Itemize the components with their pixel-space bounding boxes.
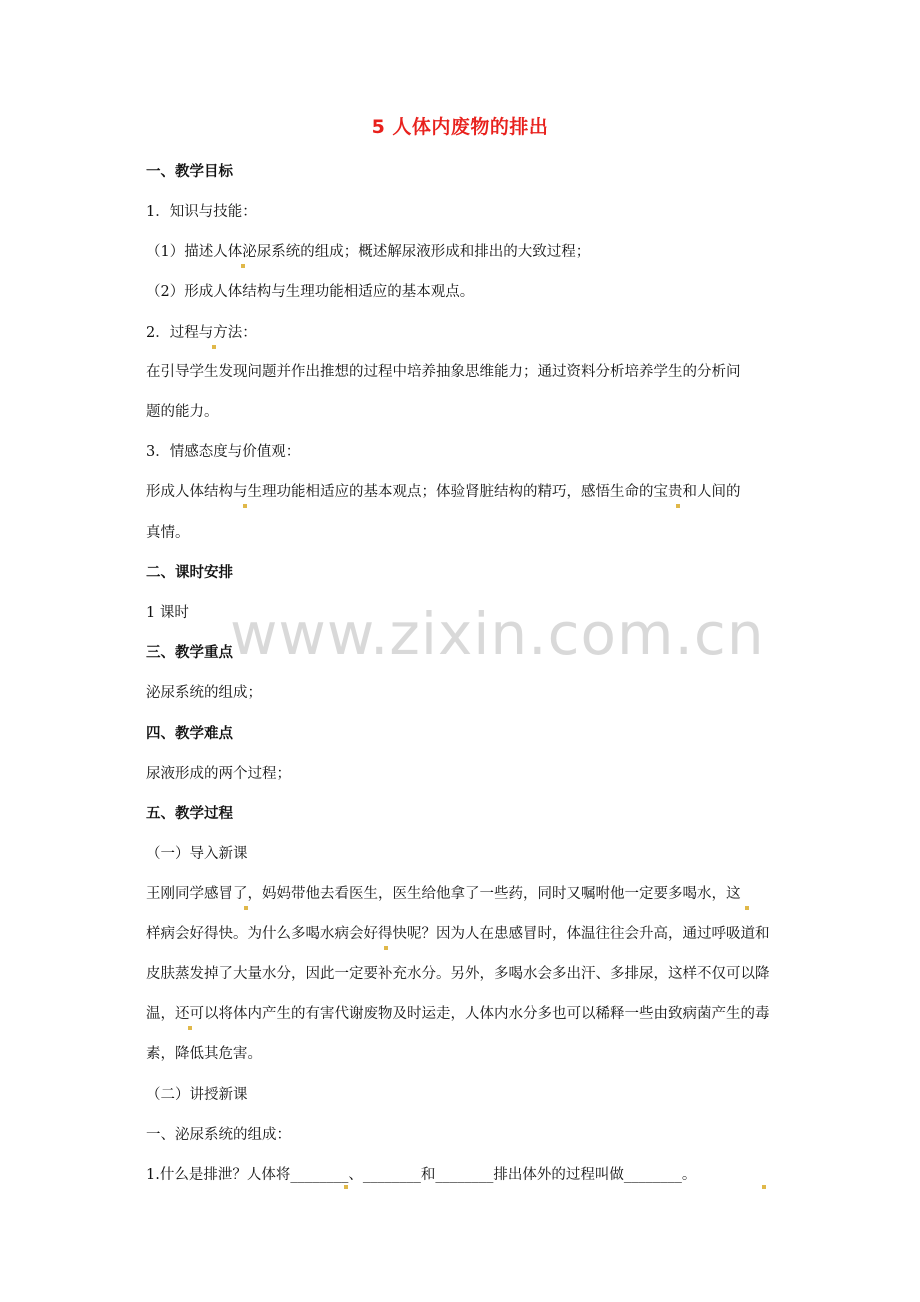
lesson-heading-urinary-system: 一、泌尿系统的组成： <box>146 1127 291 1143</box>
objective-item-1: （1）描述人体泌尿系统的组成；概述解尿液形成和排出的大致过程； <box>146 244 591 260</box>
intro-paragraph-line-1: 王刚同学感冒了，妈妈带他去看医生，医生给他拿了一些药，同时又嘱咐他一定要多喝水，这 <box>146 886 741 902</box>
schedule-text: 1 课时 <box>146 605 189 621</box>
subheading-process-method: 2．过程与方法： <box>146 325 257 341</box>
scan-mark <box>188 1026 192 1030</box>
scan-mark <box>762 1185 766 1189</box>
scan-mark <box>745 906 749 910</box>
key-points-text: 泌尿系统的组成； <box>146 685 262 701</box>
scan-mark <box>212 345 216 349</box>
subheading-new-lesson: （二）讲授新课 <box>146 1087 248 1103</box>
intro-paragraph-line-3: 皮肤蒸发掉了大量水分，因此一定要补充水分。另外，多喝水会多出汗、多排尿，这样不仅可以降 <box>146 966 770 982</box>
scan-mark <box>384 946 388 950</box>
section-heading-schedule: 二、课时安排 <box>146 565 233 581</box>
document-title: 5 人体内废物的排出 <box>371 116 549 138</box>
section-heading-objectives: 一、教学目标 <box>146 164 233 180</box>
subheading-attitude-values: 3．情感态度与价值观： <box>146 444 301 460</box>
scan-mark <box>244 906 248 910</box>
intro-paragraph-line-4: 温，还可以将体内产生的有害代谢废物及时运走，人体内水分多也可以稀释一些由致病菌产生的毒 <box>146 1006 770 1022</box>
subheading-knowledge-skills: 1．知识与技能： <box>146 204 257 220</box>
scan-mark <box>243 504 247 508</box>
section-heading-process: 五、教学过程 <box>146 806 233 822</box>
paragraph-process-line-1: 在引导学生发现问题并作出推想的过程中培养抽象思维能力；通过资料分析培养学生的分析问 <box>146 364 741 380</box>
question-excretion: 1.什么是排泄？人体将________、________和________排出体外的过程叫做________。 <box>146 1167 697 1183</box>
paragraph-attitude-line-1: 形成人体结构与生理功能相适应的基本观点；体验肾脏结构的精巧，感悟生命的宝贵和人间的 <box>146 484 741 500</box>
scan-mark <box>344 1185 348 1189</box>
objective-item-2: （2）形成人体结构与生理功能相适应的基本观点。 <box>146 284 475 300</box>
subheading-intro: （一）导入新课 <box>146 846 248 862</box>
section-heading-key-points: 三、教学重点 <box>146 645 233 661</box>
difficulties-text: 尿液形成的两个过程； <box>146 766 291 782</box>
scan-mark <box>676 504 680 508</box>
section-heading-difficulties: 四、教学难点 <box>146 726 233 742</box>
watermark-text: www.zixin.com.cn <box>230 600 765 668</box>
paragraph-process-line-2: 题的能力。 <box>146 404 219 420</box>
scan-mark <box>241 264 245 268</box>
intro-paragraph-line-2: 样病会好得快。为什么多喝水病会好得快呢？因为人在患感冒时，体温往往会升高，通过呼吸道和 <box>146 926 770 942</box>
paragraph-attitude-line-2: 真情。 <box>146 525 190 541</box>
intro-paragraph-line-5: 素，降低其危害。 <box>146 1046 262 1062</box>
